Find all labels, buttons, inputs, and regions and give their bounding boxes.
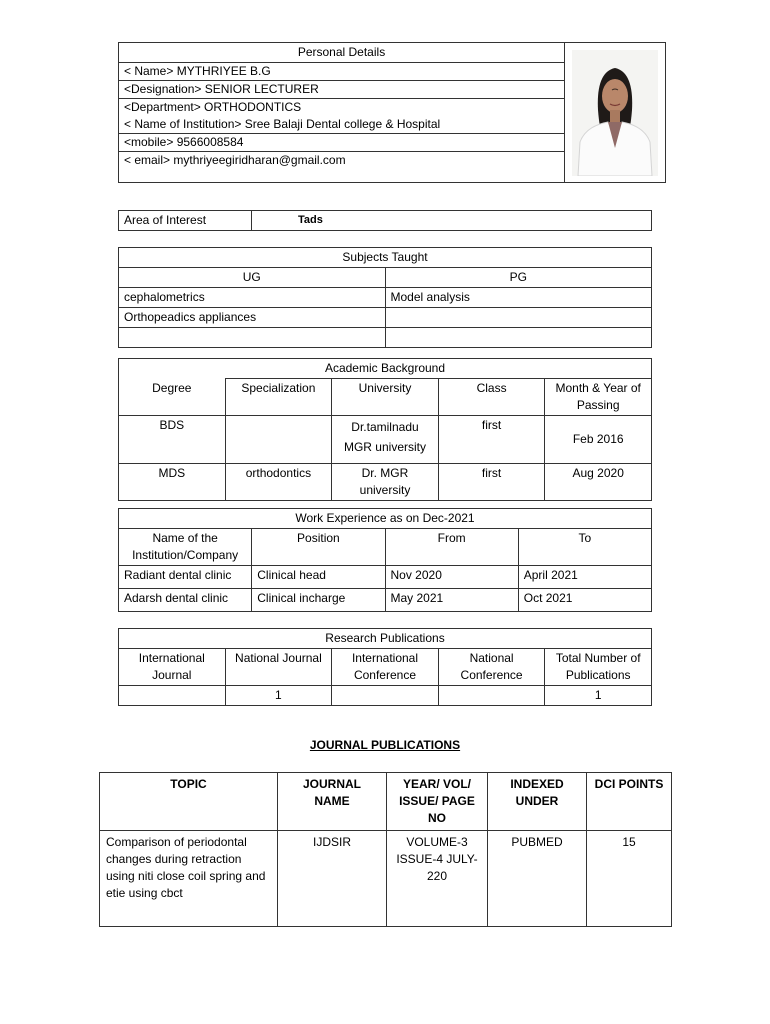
academic-university: Dr. MGR university <box>332 464 439 501</box>
research-value-national-journal: 1 <box>225 686 332 706</box>
work-institution: Radiant dental clinic <box>119 566 252 589</box>
area-of-interest-value: Tads <box>252 211 652 231</box>
subject-pg-cell: Model analysis <box>385 288 652 308</box>
subjects-ug-header: UG <box>119 268 386 288</box>
subject-pg-cell <box>385 328 652 348</box>
journal-publications-heading: JOURNAL PUBLICATIONS <box>309 738 461 752</box>
academic-degree: BDS <box>119 416 226 464</box>
academic-university: Dr.tamilnadu MGR university <box>332 416 439 464</box>
subject-ug-cell: cephalometrics <box>119 288 386 308</box>
academic-header-degree: Degree <box>119 379 226 416</box>
work-header-position: Position <box>252 529 385 566</box>
academic-background-table <box>118 358 652 501</box>
work-experience-table <box>118 508 652 612</box>
research-header-national-conference: National Conference <box>438 649 545 686</box>
subject-pg-cell <box>385 308 652 328</box>
academic-title: Academic Background <box>119 359 652 379</box>
work-header-institution: Name of the Institution/Company <box>119 529 252 566</box>
academic-degree: MDS <box>119 464 226 501</box>
work-header-from: From <box>385 529 518 566</box>
personal-department: <Department> ORTHODONTICS <box>119 99 565 117</box>
photo-cell <box>565 43 666 183</box>
research-header-total: Total Number of Publications <box>545 649 652 686</box>
personal-details-title: Personal Details <box>119 43 565 63</box>
academic-specialization <box>225 416 332 464</box>
work-from: Nov 2020 <box>385 566 518 589</box>
personal-details-table <box>118 42 666 183</box>
personal-mobile: <mobile> 9566008584 <box>119 134 565 152</box>
research-publications-table <box>118 628 652 706</box>
academic-passing: Aug 2020 <box>545 464 652 501</box>
work-to: Oct 2021 <box>518 589 651 612</box>
journal-header-dci: DCI POINTS <box>587 773 672 831</box>
work-position: Clinical incharge <box>252 589 385 612</box>
work-from: May 2021 <box>385 589 518 612</box>
academic-class: first <box>438 416 545 464</box>
work-position: Clinical head <box>252 566 385 589</box>
research-value-intl-conference <box>332 686 439 706</box>
subjects-pg-header: PG <box>385 268 652 288</box>
academic-header-university: University <box>332 379 439 416</box>
academic-passing: Feb 2016 <box>545 416 652 464</box>
academic-header-passing: Month & Year of Passing <box>545 379 652 416</box>
academic-class: first <box>438 464 545 501</box>
research-title: Research Publications <box>119 629 652 649</box>
journal-indexed: PUBMED <box>488 831 587 927</box>
research-header-national-journal: National Journal <box>225 649 332 686</box>
area-of-interest-label: Area of Interest <box>119 211 252 231</box>
personal-designation: <Designation> SENIOR LECTURER <box>119 81 565 99</box>
journal-topic: Comparison of periodontal changes during retraction using niti close coil spring and etie using cbct <box>100 831 278 927</box>
journal-name: IJDSIR <box>278 831 387 927</box>
journal-header-year: YEAR/ VOL/ ISSUE/ PAGE NO <box>387 773 488 831</box>
journal-header-indexed: INDEXED UNDER <box>488 773 587 831</box>
academic-header-specialization: Specialization <box>225 379 332 416</box>
research-header-intl-journal: International Journal <box>119 649 226 686</box>
journal-publications-table <box>99 772 672 927</box>
journal-year: VOLUME-3 ISSUE-4 JULY-220 <box>387 831 488 927</box>
profile-photo <box>572 50 658 176</box>
personal-email: < email> mythriyeegiridharan@gmail.com <box>119 152 565 183</box>
research-value-national-conference <box>438 686 545 706</box>
journal-header-topic: TOPIC <box>100 773 278 831</box>
profile-photo-illustration <box>572 50 658 176</box>
subject-ug-cell <box>119 328 386 348</box>
research-header-intl-conference: International Conference <box>332 649 439 686</box>
work-institution: Adarsh dental clinic <box>119 589 252 612</box>
subjects-taught-table <box>118 247 652 348</box>
personal-institution: < Name of Institution> Sree Balaji Dental college & Hospital <box>119 116 565 134</box>
area-of-interest-table <box>118 210 652 231</box>
research-value-intl-journal <box>119 686 226 706</box>
journal-header-journal-name: JOURNAL NAME <box>278 773 387 831</box>
subjects-title: Subjects Taught <box>119 248 652 268</box>
work-title: Work Experience as on Dec-2021 <box>119 509 652 529</box>
academic-header-class: Class <box>438 379 545 416</box>
personal-name: < Name> MYTHRIYEE B.G <box>119 63 565 81</box>
journal-dci: 15 <box>587 831 672 927</box>
work-header-to: To <box>518 529 651 566</box>
academic-specialization: orthodontics <box>225 464 332 501</box>
research-value-total: 1 <box>545 686 652 706</box>
subject-ug-cell: Orthopeadics appliances <box>119 308 386 328</box>
work-to: April 2021 <box>518 566 651 589</box>
